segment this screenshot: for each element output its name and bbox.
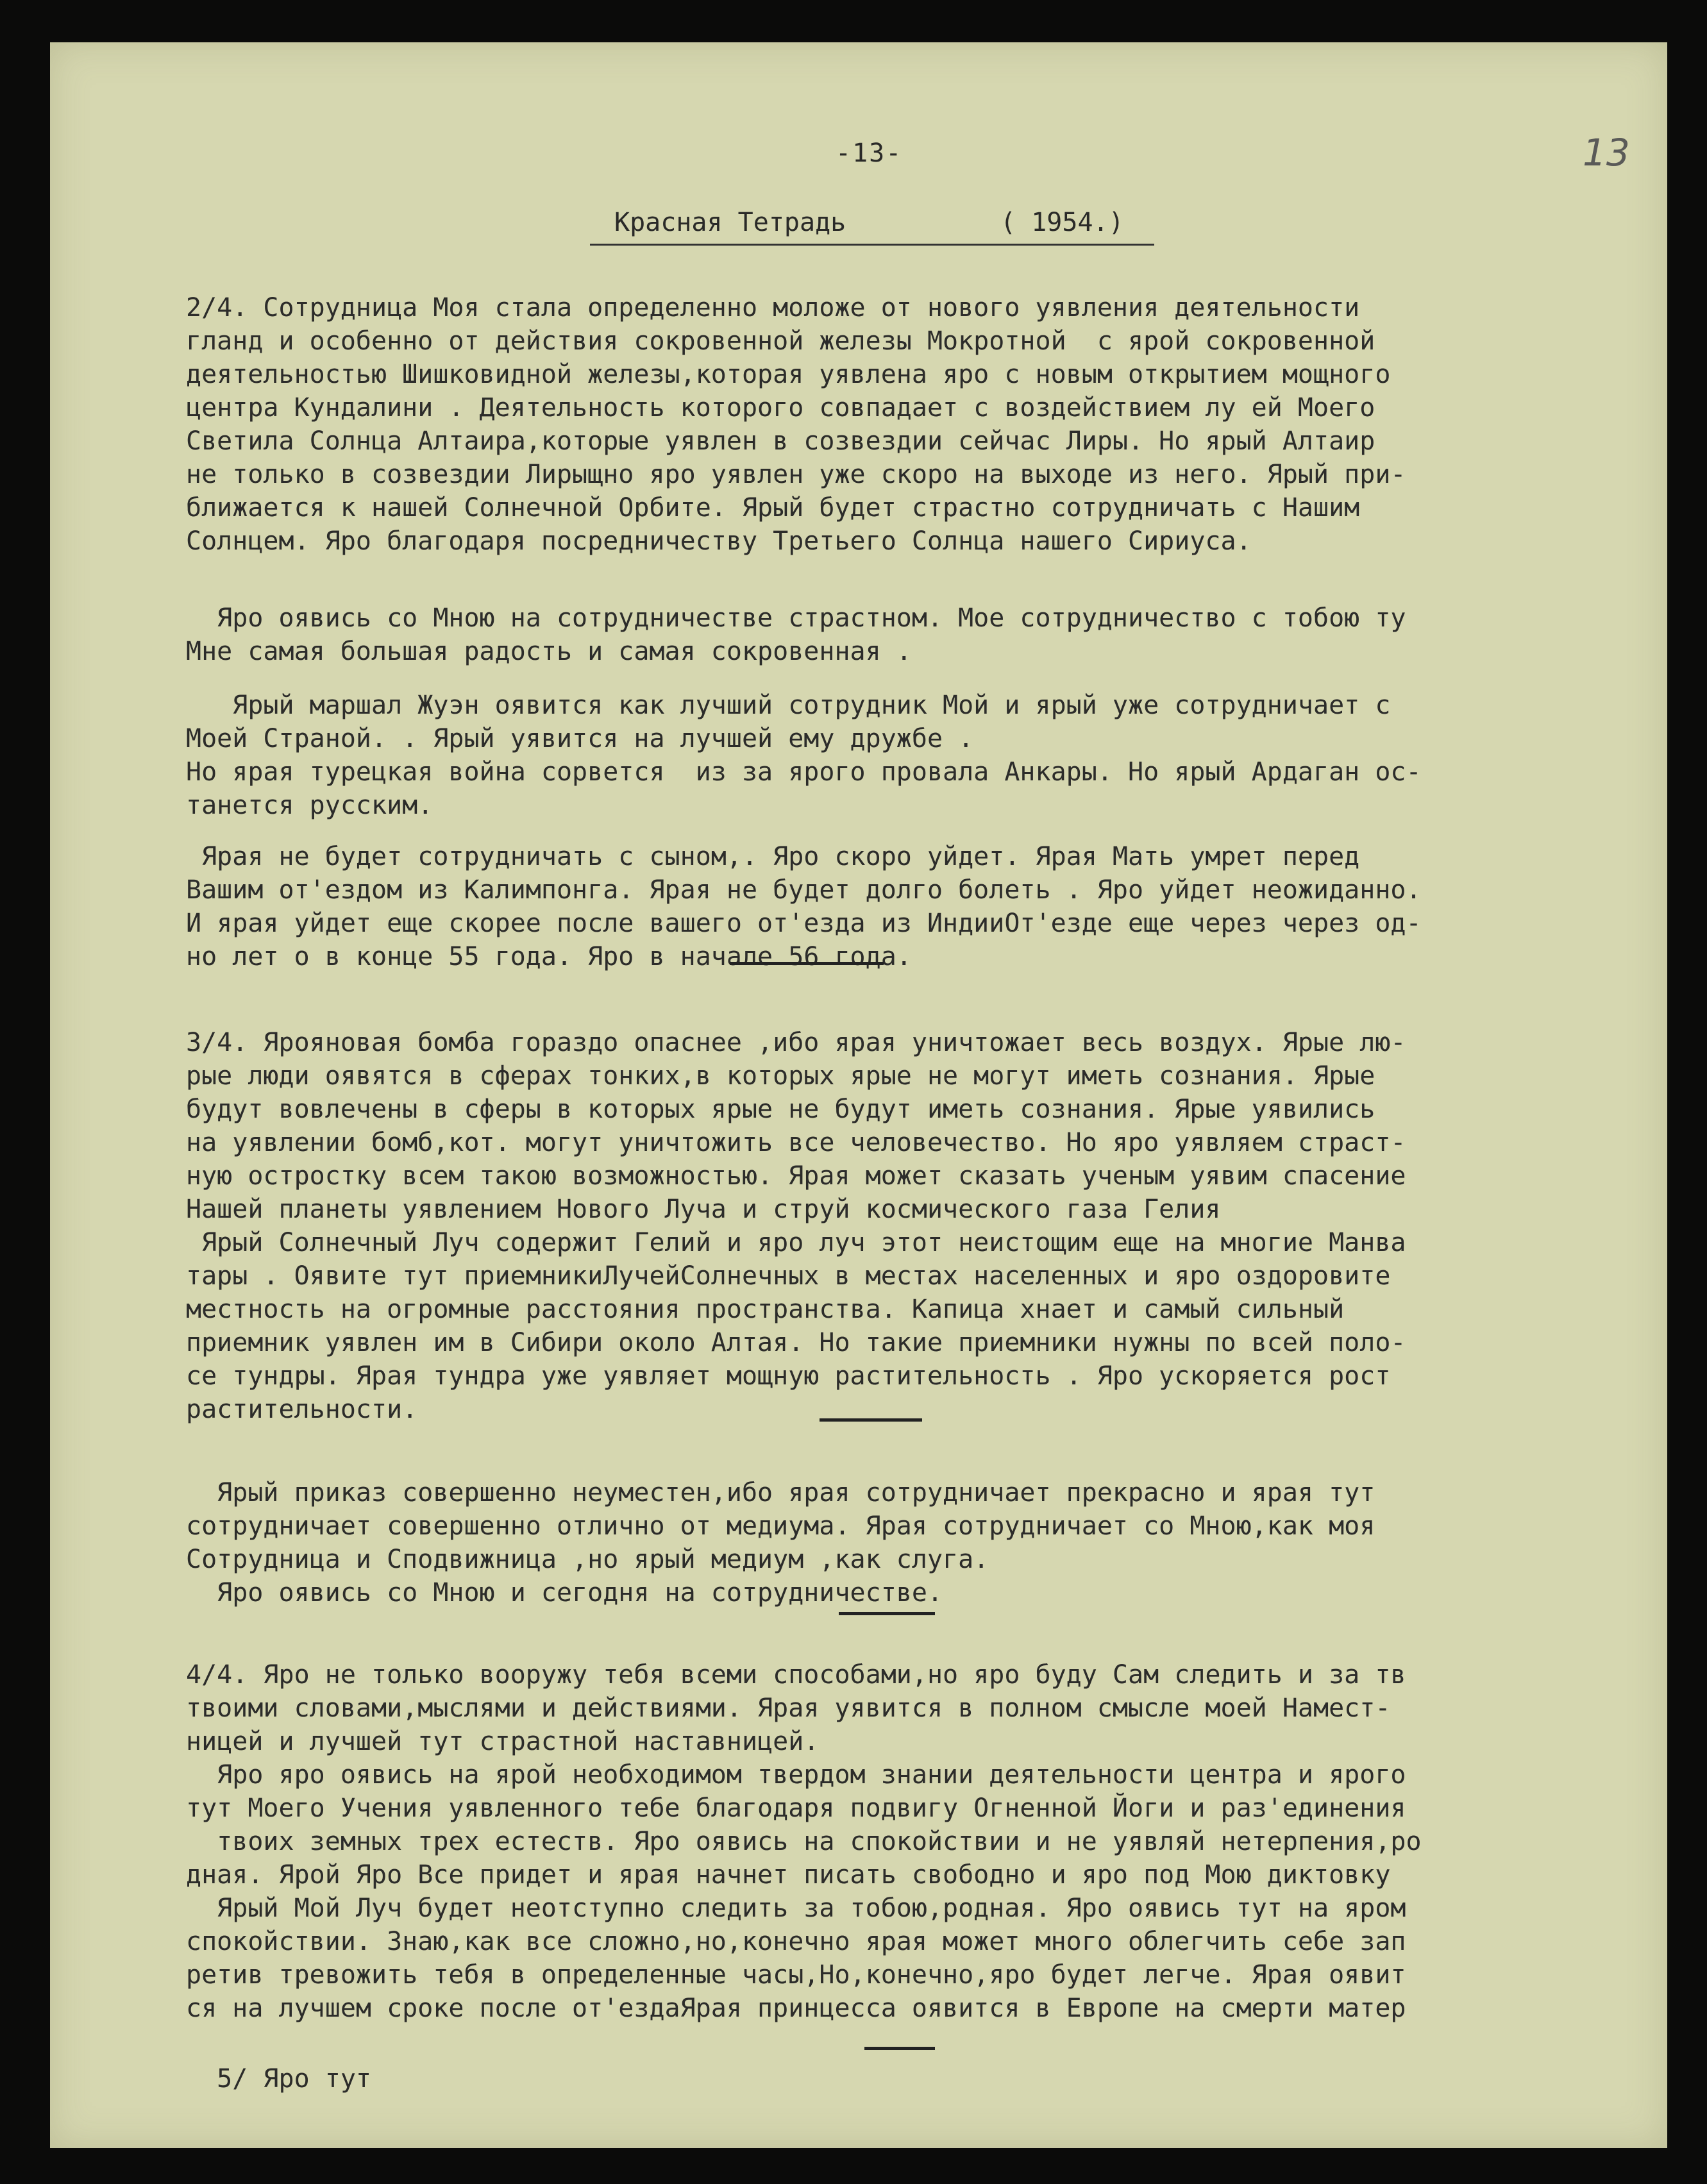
text-line: спокойствии. Знаю,как все сложно,но,конечно ярая может много облегчить себе зап [186,1927,1406,1956]
text-line: 5/ Яро тут [186,2064,371,2094]
text-line: но лет о в конце 55 года. Яро в начале 56 года. [186,942,912,971]
section-divider [839,1612,935,1615]
text-line: ретив тревожить тебя в определенные часы,Но,конечно,яро будет легче. Ярая оявит [186,1960,1406,1990]
text-line: тут Моего Учения уявленного тебе благодаря подвигу Огненной Йоги и раз'единения [186,1793,1406,1823]
title-underline [590,244,1154,246]
text-line: се тундры. Ярая тундра уже уявляет мощную растительность . Яро ускоряется рост [186,1361,1391,1391]
text-line: Мне самая большая радость и самая сокровенная . [186,637,912,666]
text-line: танется русским. [186,791,433,820]
text-line: Нашей планеты уявлением Нового Луча и струй космического газа Гелия [186,1195,1221,1224]
text-line: 4/4. Яро не только вооружу тебя всеми способами,но яро буду Сам следить и за тв [186,1660,1406,1690]
text-line: Яро яро оявись на ярой необходимом твердом знании деятельности центра и ярого [186,1760,1406,1790]
text-line: местность на огромные расстояния пространства. Капица хнает и самый сильный [186,1295,1345,1324]
text-line: дная. Ярой Яро Все придет и ярая начнет писать свободно и яро под Мою диктовку [186,1860,1391,1890]
text-line: Ярый Солнечный Луч содержит Гелий и яро луч этот неистощим еще на многие Манва [186,1228,1406,1257]
text-line: Ярый приказ совершенно неуместен,ибо ярая сотрудничает прекрасно и ярая тут [186,1478,1375,1508]
section-divider [820,1418,922,1422]
text-line: ницей и лучшей тут страстной наставницей. [186,1727,820,1756]
text-line: Яро оявись со Мною и сегодня на сотрудничестве. [186,1578,943,1608]
paragraph-order [186,1476,1680,1609]
text-line: Моей Страной. . Ярый уявится на лучшей ему дружбе . [186,724,974,753]
entry-3-4 [186,1026,1680,1426]
document-sheet [50,42,1667,2148]
text-line: твоими словами,мыслями и действиями. Ярая уявится в полном смысле моей Намест- [186,1693,1391,1723]
text-line: гланд и особенно от действия сокровенной железы Мокротной с ярой сокровенной [186,326,1375,356]
paragraph-mother [186,840,1680,973]
entry-5 [186,2062,1680,2096]
text-line: Ярый маршал Жуэн оявится как лучший сотрудник Мой и ярый уже сотрудничает с [186,691,1391,720]
entry-4-4 [186,1658,1680,2025]
text-line: растительности. [186,1395,418,1424]
text-line: 3/4. Ярояновая бомба гораздо опаснее ,ибо ярая уничтожает весь воздух. Ярые лю- [186,1028,1406,1057]
text-line: И ярая уйдет еще скорее после вашего от'езда из ИндииОт'езде еще через через од- [186,909,1422,938]
text-line: центра Кундалини . Деятельность которого совпадает с воздействием лу ей Моего [186,393,1375,423]
text-line: сотрудничает совершенно отлично от медиума. Ярая сотрудничает со Мною,как моя [186,1511,1375,1541]
paragraph-marshal [186,689,1680,822]
text-line: Но ярая турецкая война сорвется из за ярого провала Анкары. Но ярый Ардаган ос- [186,757,1422,787]
text-line: 2/4. Сотрудница Моя стала определенно моложе от нового уявления деятельности [186,293,1360,323]
text-line: Ярый Мой Луч будет неотступно следить за тобою,родная. Яро оявись тут на яром [186,1894,1406,1923]
text-line: Светила Солнца Алтаира,которые уявлен в созвездии сейчас Лиры. Но ярый Алтаир [186,426,1375,456]
text-line: деятельностью Шишковидной железы,которая уявлена яро с новым открытием мощного [186,360,1391,389]
page-number: -13- [836,139,903,168]
document-title: Красная Тетрадь ( 1954.) [614,208,1124,237]
text-line: будут вовлечены в сферы в которых ярые не будут иметь сознания. Ярые уявились [186,1095,1375,1124]
entry-2-4 [186,291,1680,558]
text-line: Вашим от'ездом из Калимпонга. Ярая не будет долго болеть . Яро уйдет неожиданно. [186,875,1422,905]
archive-number: 13 [1583,131,1630,174]
text-line: ную остростку всем такою возможностью. Ярая может сказать ученым уявим спасение [186,1161,1406,1191]
text-line: тары . Оявите тут приемникиЛучейСолнечных в местах населенных и яро оздоровите [186,1261,1391,1291]
text-line: Яро оявись со Мною на сотрудничестве страстном. Мое сотрудничество с тобою ту [186,603,1406,633]
text-line: Ярая не будет сотрудничать с сыном,. Яро скоро уйдет. Ярая Мать умрет перед [186,842,1360,871]
text-line: на уявлении бомб,кот. могут уничтожить все человечество. Но яро уявляем страст- [186,1128,1406,1157]
text-line: Солнцем. Яро благодаря посредничеству Третьего Солнца нашего Сириуса. [186,526,1252,556]
section-divider [730,962,884,965]
section-divider [864,2047,935,2050]
text-line: ближается к нашей Солнечной Орбите. Ярый будет страстно сотрудничать с Нашим [186,493,1360,523]
text-line: ся на лучшем сроке после от'ездаЯрая принцесса оявится в Европе на смерти матер [186,1994,1406,2023]
paragraph-cooperation [186,601,1680,668]
text-line: приемник уявлен им в Сибири около Алтая. Но такие приемники нужны по всей поло- [186,1328,1406,1357]
text-line: не только в созвездии Лирыщно яро уявлен уже скоро на выходе из него. Ярый при- [186,460,1406,489]
text-line: Сотрудница и Сподвижница ,но ярый медиум ,как слуга. [186,1545,989,1574]
text-line: твоих земных трех естеств. Яро оявись на спокойствии и не уявляй нетерпения,ро [186,1827,1422,1856]
text-line: рые люди оявятся в сферах тонких,в которых ярые не могут иметь сознания. Ярые [186,1061,1375,1091]
